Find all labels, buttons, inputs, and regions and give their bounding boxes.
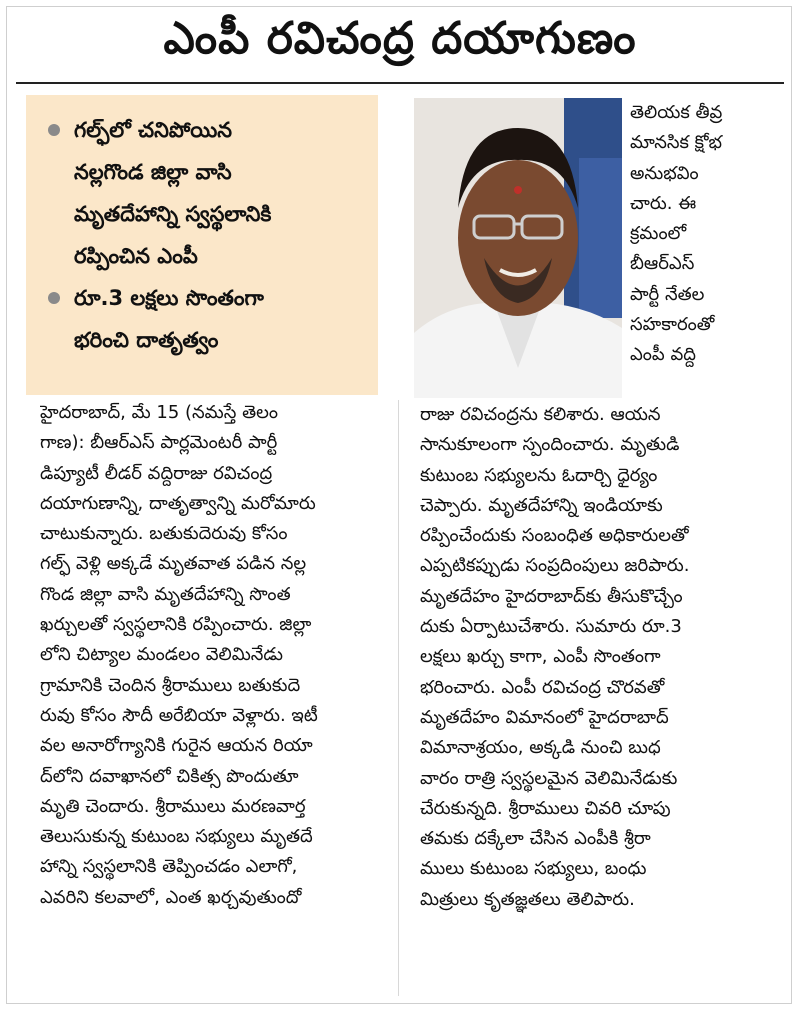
text-line: చెప్పారు. మృతదేహాన్ని ఇండియాకు [420,494,663,516]
text-line: రప్పించేందుకు సంబంధిత అధికారులతో [420,525,689,547]
text-line: చేరుకున్నది. శ్రీరాములు చివరి చూపు [420,797,671,819]
highlight-box [26,95,378,395]
text-line: రాజు రవిచంద్రను కలిశారు. ఆయన [420,404,661,425]
highlight-line: రూ.3 లక్షలు సొంతంగా [74,286,264,310]
text-line: క్రమంలో [630,223,687,245]
text-line: అనుభవిం [630,162,699,184]
text-line: గొండ జిల్లా వాసి మృతదేహాన్ని సొంత [40,583,291,605]
text-line: చాటుకున్నారు. బతుకుదెరువు కోసం [40,523,288,545]
text-line: హైదరాబాద్‌, మే 15 (నమస్తే తెలం [40,402,278,423]
narrow-column [630,98,782,371]
right-column [420,400,780,915]
left-column [40,398,390,913]
bullet-dot-icon [48,124,60,136]
text-line: దయాగుణాన్ని, దాతృత్వాన్ని మరోమారు [40,492,316,514]
text-line: ఎప్పటికప్పుడు సంప్రదింపులు జరిపారు. [420,555,690,577]
bullet-dot-icon [48,292,60,304]
text-line: మిత్రులు కృతజ్ఞతలు తెలిపారు. [420,888,635,910]
text-line: తమకు దక్కేలా చేసిన ఎంపీకి శ్రీరా [420,828,651,850]
headline-rule [16,82,784,84]
mp-portrait-photo [414,98,622,398]
text-line: మానసిక క్షోభ [630,132,723,154]
highlight-bullet [48,277,366,361]
text-line: మృతదేహం విమానంలో హైదరాబాద్‌ [420,706,669,728]
column-divider [398,400,399,996]
text-line: ఖర్చులతో స్వస్థలానికి రప్పించారు. జిల్లా [40,614,312,636]
text-line: ద్‌లోని దవాఖానలో చికిత్స పొందుతూ [40,765,299,787]
text-line: సానుకూలంగా స్పందించారు. మృతుడి [420,434,680,456]
text-line: లక్షలు ఖర్చు కాగా, ఎంపీ సొంతంగా [420,646,661,668]
text-line: గ్రామానికి చెందిన శ్రీరాములు బతుకుదె [40,674,301,696]
text-line: ములు కుటుంబ సభ్యులు, బంధు [420,858,647,880]
text-line: భరించారు. ఎంపీ రవిచంద్ర చొరవతో [420,676,665,698]
text-line: లోని చిట్యాల మండలం వెలిమినేడు [40,644,283,666]
highlight-line: రప్పించిన ఎంపీ [74,244,198,268]
text-line: మృతదేహం హైదరాబాద్‌కు తీసుకొచ్చేం [420,585,683,607]
text-line: గల్ఫ్‌ వెళ్లి అక్కడే మృతవాత పడిన నల్ల [40,553,307,575]
highlight-bullet [48,109,366,277]
text-line: వారం రాత్రి స్వస్థలమైన వెలిమినేడుకు [420,767,678,789]
highlight-line: భరించి దాతృత్వం [74,328,219,352]
text-line: తెలియక తీవ్ర [630,102,723,123]
highlight-line: గల్ఫ్‌లో చనిపోయిన [74,118,232,142]
headline: ఎంపీ రవిచంద్ర దయాగుణం [163,13,637,64]
text-line: బీఆర్‌ఎస్‌ [630,253,695,275]
text-line: విమానాశ్రయం, అక్కడి నుంచి బుధ [420,737,661,759]
text-line: డిప్యూటీ లీడర్‌ వద్దిరాజు రవిచంద్ర [40,462,273,484]
text-line: మృతి చెందారు. శ్రీరాములు మరణవార్త [40,795,306,817]
text-line: దుకు ఏర్పాటుచేశారు. సుమారు రూ.3 [420,616,682,638]
text-line: చారు. ఈ [630,192,697,214]
text-line: తెలుసుకున్న కుటుంబ సభ్యులు మృతదే [40,826,313,848]
highlight-line: మృతదేహాన్ని స్వస్థలానికి [74,202,272,226]
text-line: ఎవరిని కలవాలో, ఎంత ఖర్చవుతుందో [40,886,302,908]
text-line: ఎంపీ వద్ది [630,344,696,366]
text-line: సహకారంతో [630,314,715,336]
text-line: వల అనారోగ్యానికి గురైన ఆయన రియా [40,735,313,757]
text-line: హాన్ని స్వస్థలానికి తెప్పించడం ఎలాగో, [40,856,298,878]
text-line: పార్టీ నేతల [630,283,705,305]
text-line: గాణ): బీఆర్‌ఎస్‌ పార్లమెంటరీ పార్టీ [40,432,278,454]
highlight-line: నల్లగొండ జిల్లా వాసి [74,160,232,184]
text-line: రువు కోసం సౌదీ అరేబియా వెళ్లారు. ఇటీ [40,704,318,726]
text-line: కుటుంబ సభ్యులను ఓదార్చి ధైర్యం [420,464,658,486]
